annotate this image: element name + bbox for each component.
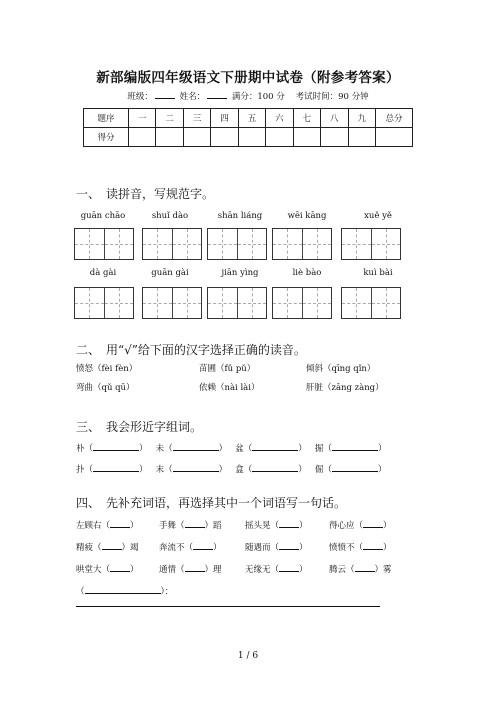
char-open: 未（ [155,444,173,454]
char-close: ） [218,444,228,454]
char-close: ） [298,444,307,454]
idiom-item [76,562,139,575]
score-header: 八 [321,109,348,128]
idiom-part: ） [299,521,308,531]
idiom-part: 腾云（ [329,565,355,575]
answer-blank[interactable] [173,462,219,472]
idiom-part: ） [130,565,139,575]
answer-blank[interactable] [93,462,139,472]
idiom-part: 得心应（ [329,521,364,531]
char-close: ） [218,465,228,475]
score-cell[interactable] [321,128,348,147]
score-row [84,128,413,147]
answer-blank[interactable] [363,518,383,528]
char-close: ） [139,465,148,475]
section4-heading [76,494,346,511]
answer-blank[interactable] [102,540,122,550]
name-blank[interactable] [207,90,227,99]
idiom-part: 随遇而（ [245,543,280,553]
idiom-part: ）蹈 [204,521,222,531]
idiom-part: 手舞（ [159,521,185,531]
pinyin: guān chāo [80,211,126,221]
name-label: 姓名： [179,92,206,102]
score-cell[interactable] [293,128,320,147]
idiom-part: ）理 [204,565,222,575]
idiom-item [159,540,222,553]
score-cell[interactable] [348,128,376,147]
idiom-part: 愤愤不（ [329,543,364,553]
char-open: 盒（ [235,465,253,475]
pronunciation-item[interactable]: 弯曲（qǔ qū） [76,383,135,393]
chosen-idiom-blank[interactable] [85,584,161,594]
section1-heading [76,185,214,202]
pinyin: kuì bài [363,268,393,278]
idiom-item [159,562,222,575]
idiom-part: ） [299,565,308,575]
idiom-part: ） [213,543,222,553]
pinyin: shān liáng [217,211,263,221]
score-cell[interactable] [266,128,293,147]
score-cell[interactable] [183,128,210,147]
full-score: 满分：100 分 [231,92,285,102]
answer-blank[interactable] [173,441,219,451]
idiom-part: ）雾 [374,565,392,575]
answer-blank[interactable] [332,462,378,472]
section4-number: 四、 [76,496,101,510]
idiom-item [329,540,392,553]
score-header: 三 [183,109,210,128]
char-open: 末（ [155,465,173,475]
paren-open: （ [76,587,85,597]
pinyin: dà gài [89,268,117,278]
score-header: 一 [129,109,156,128]
section3-text: 我会形近字组词。 [106,420,203,434]
score-header: 七 [293,109,320,128]
answer-blank[interactable] [193,540,213,550]
idiom-part: ） [299,543,308,553]
char-open: 盆（ [235,444,253,454]
pinyin: guān gài [151,268,189,278]
section4-text: 先补充词语，再选择其中一个词语写一句话。 [106,496,347,510]
score-cell[interactable] [211,128,238,147]
idiom-item [76,518,139,531]
page-number: 1 / 6 [237,651,259,661]
idiom-item [329,562,392,575]
idiom-part: ） [383,521,392,531]
char-close: ） [298,465,307,475]
score-cell[interactable] [238,128,265,147]
pinyin: wēi kāng [287,211,327,221]
score-table [83,108,413,147]
answer-blank[interactable] [185,562,205,572]
idiom-item [245,518,308,531]
writing-grid[interactable] [341,228,401,260]
score-header: 六 [266,109,293,128]
section2-number: 二、 [76,343,101,357]
score-header: 五 [238,109,265,128]
char-open: 朴（ [76,444,94,454]
char-open: 掘（ [314,444,332,454]
answer-blank[interactable] [252,441,298,451]
word-group-row [76,441,386,454]
chosen-idiom-line [76,584,173,597]
writing-grid[interactable] [207,228,267,260]
idiom-part: 精疲（ [76,543,102,553]
writing-grid[interactable] [272,228,332,260]
char-close: ） [377,465,387,475]
section2-heading [76,341,306,358]
pinyin: jiān yìng [221,268,259,278]
idiom-part: ）竭 [121,543,139,553]
idiom-part: ） [130,521,139,531]
word-group-row [76,462,386,475]
writing-grid[interactable] [272,287,332,319]
char-close: ） [139,444,148,454]
answer-blank[interactable] [93,441,139,451]
pinyin: liè bào [292,268,322,278]
writing-grid[interactable] [142,287,202,319]
idiom-part: ） [383,543,392,553]
pronunciation-item[interactable]: 依赖（nài lài） [199,383,260,393]
answer-blank[interactable] [110,562,130,572]
answer-blank[interactable] [185,518,205,528]
pronunciation-item[interactable]: 苗圃（fǔ pǔ） [199,364,256,374]
idiom-part: 摇头晃（ [245,521,280,531]
idiom-part: 哄堂大（ [76,565,111,575]
score-header: 总分 [376,109,413,128]
answer-blank[interactable] [279,540,299,550]
score-cell[interactable] [376,128,413,147]
idiom-part: 无缘无（ [245,565,280,575]
score-header: 题序 [84,109,129,128]
section1-number: 一、 [76,187,101,201]
idiom-part: 通情（ [159,565,185,575]
writing-grid[interactable] [341,287,401,319]
score-cell[interactable] [129,128,156,147]
char-close: ） [377,444,387,454]
section3-number: 三、 [76,420,101,434]
pinyin: shuǐ dào [151,211,189,221]
idiom-item [245,540,308,553]
idiom-item [76,540,139,553]
writing-grid[interactable] [74,287,134,319]
pronunciation-item[interactable]: 愤怒（fèi fèn） [76,364,138,374]
writing-grid[interactable] [74,228,134,260]
char-open: 倔（ [314,465,332,475]
answer-blank[interactable] [279,562,299,572]
exam-time: 考试时间：90 分钟 [295,92,369,102]
idiom-item [245,562,308,575]
score-header: 四 [211,109,238,128]
idiom-item [159,518,222,531]
answer-blank[interactable] [355,562,375,572]
score-cell[interactable] [156,128,183,147]
sentence-answer-line[interactable] [76,606,380,607]
answer-blank[interactable] [252,462,298,472]
idiom-part: 奔流不（ [159,543,194,553]
paren-close: ）： [160,587,174,597]
score-header-row [84,109,413,128]
answer-blank[interactable] [279,518,299,528]
answer-blank[interactable] [110,518,130,528]
class-blank[interactable] [155,90,175,99]
answer-blank[interactable] [363,540,383,550]
writing-grid[interactable] [142,228,202,260]
exam-info [0,90,496,102]
score-header: 二 [156,109,183,128]
section1-text: 读拼音，写规范字。 [106,187,215,201]
answer-blank[interactable] [332,441,378,451]
score-row-label: 得分 [84,128,129,147]
writing-grid[interactable] [207,287,267,319]
page-title: 新部编版四年级语文下册期中试卷（附参考答案） [96,70,400,86]
idiom-part: 左顾右（ [76,521,111,531]
section3-heading [76,418,202,435]
section2-text: 用“√”给下面的汉字选择正确的读音。 [106,343,306,357]
pronunciation-item[interactable]: 倾斜（qīng qǐn） [306,364,376,374]
pronunciation-item[interactable]: 肝脏（zāng zàng） [306,383,384,393]
class-label: 班级： [127,92,153,102]
pinyin: xuě yě [364,211,392,221]
score-header: 九 [348,109,376,128]
idiom-item [329,518,392,531]
char-open: 扑（ [76,465,94,475]
